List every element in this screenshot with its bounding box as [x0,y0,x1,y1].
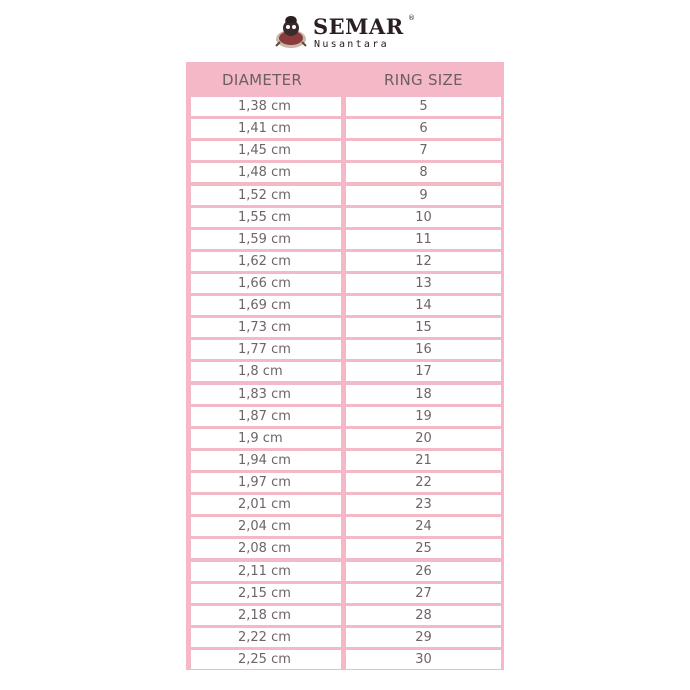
table-row [186,318,504,337]
table-row [186,296,504,315]
ring-size-cell: 17 [346,362,501,381]
table-row [186,252,504,271]
ring-size-cell: 20 [346,429,501,448]
ring-size-cell: 5 [346,97,501,116]
table-row [186,186,504,205]
diameter-cell: 1,55 cm [191,208,341,227]
table-row [186,208,504,227]
diameter-cell: 1,73 cm [191,318,341,337]
ring-size-cell: 9 [346,186,501,205]
semar-figure-icon [272,12,310,50]
diameter-cell: 1,38 cm [191,97,341,116]
diameter-cell: 1,94 cm [191,451,341,470]
table-row [186,141,504,160]
diameter-cell: 1,59 cm [191,230,341,249]
ring-size-cell: 16 [346,340,501,359]
ring-size-cell: 14 [346,296,501,315]
ring-size-cell: 23 [346,495,501,514]
diameter-cell: 1,87 cm [191,407,341,426]
table-row [186,407,504,426]
diameter-cell: 1,97 cm [191,473,341,492]
header-diameter: DIAMETER [222,71,303,89]
table-row [186,362,504,381]
table-row [186,628,504,647]
diameter-cell: 2,15 cm [191,584,341,603]
ring-size-cell: 29 [346,628,501,647]
diameter-cell: 1,9 cm [191,429,341,448]
table-row [186,429,504,448]
ring-size-cell: 10 [346,208,501,227]
ring-size-cell: 30 [346,650,501,669]
ring-size-cell: 6 [346,119,501,138]
ring-size-cell: 7 [346,141,501,160]
diameter-cell: 1,52 cm [191,186,341,205]
ring-size-cell: 13 [346,274,501,293]
table-row [186,119,504,138]
table-row [186,517,504,536]
diameter-cell: 2,18 cm [191,606,341,625]
ring-size-cell: 27 [346,584,501,603]
diameter-cell: 1,66 cm [191,274,341,293]
ring-size-cell: 21 [346,451,501,470]
header-ring-size: RING SIZE [384,71,463,89]
ring-size-cell: 22 [346,473,501,492]
diameter-cell: 2,08 cm [191,539,341,558]
table-row [186,340,504,359]
diameter-cell: 2,25 cm [191,650,341,669]
ring-size-cell: 11 [346,230,501,249]
table-row [186,97,504,116]
brand-logo [272,10,422,52]
table-row [186,650,504,669]
ring-size-cell: 8 [346,163,501,182]
table-row [186,584,504,603]
table-row [186,274,504,293]
diameter-cell: 2,01 cm [191,495,341,514]
ring-size-cell: 15 [346,318,501,337]
diameter-cell: 2,04 cm [191,517,341,536]
diameter-cell: 2,11 cm [191,562,341,581]
ring-size-cell: 18 [346,385,501,404]
ring-size-cell: 24 [346,517,501,536]
diameter-cell: 1,83 cm [191,385,341,404]
table-header [186,62,504,96]
ring-size-cell: 26 [346,562,501,581]
table-row [186,163,504,182]
diameter-cell: 1,41 cm [191,119,341,138]
diameter-cell: 2,22 cm [191,628,341,647]
table-row [186,230,504,249]
ring-size-cell: 12 [346,252,501,271]
ring-size-cell: 28 [346,606,501,625]
brand-name: SEMAR [313,14,404,39]
registered-mark: ® [408,14,415,22]
diameter-cell: 1,48 cm [191,163,341,182]
brand-subtitle: Nusantara [314,39,389,50]
table-row [186,606,504,625]
diameter-cell: 1,8 cm [191,362,341,381]
table-row [186,473,504,492]
diameter-cell: 1,77 cm [191,340,341,359]
table-row [186,562,504,581]
table-row [186,539,504,558]
ring-size-cell: 19 [346,407,501,426]
diameter-cell: 1,45 cm [191,141,341,160]
table-row [186,451,504,470]
table-row [186,495,504,514]
table-row [186,385,504,404]
ring-size-cell: 25 [346,539,501,558]
ring-size-table [186,62,504,670]
diameter-cell: 1,69 cm [191,296,341,315]
diameter-cell: 1,62 cm [191,252,341,271]
